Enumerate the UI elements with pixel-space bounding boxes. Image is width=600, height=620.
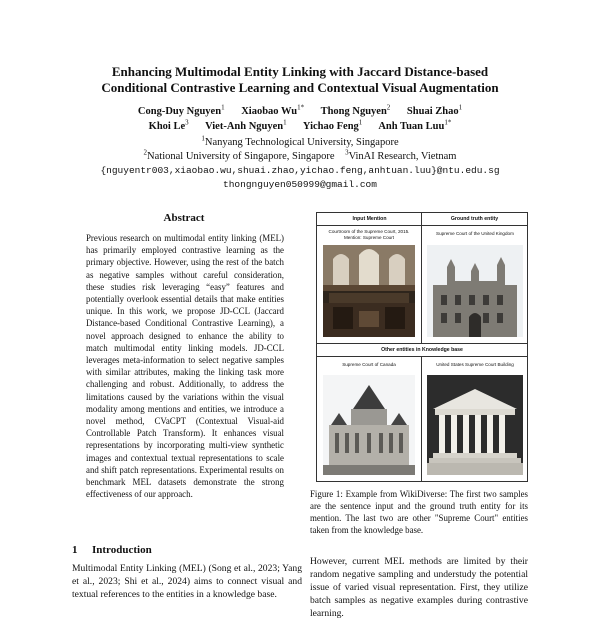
- email-secondary: thongnguyen050999@gmail.com: [223, 179, 377, 190]
- affiliation-1: Nanyang Technological University, Singapore: [204, 137, 399, 148]
- affiliation-mark: 3: [345, 148, 349, 157]
- author-name: Anh Tuan Luu: [378, 121, 445, 132]
- author-list: [40, 104, 560, 134]
- courtroom-image: [323, 245, 415, 337]
- author-name: Yichao Feng: [302, 121, 359, 132]
- author-name: Thong Nguyen: [320, 106, 387, 117]
- author-name: Khoi Le: [148, 121, 186, 132]
- author-mark: 3: [185, 118, 189, 127]
- figure-caption: Figure 1: Example from WikiDiverse: The first two samples are the sentence input and the ground truth entity for its mention. The last two are other "Supreme Court" entities taken from the knowledge base.: [310, 489, 528, 535]
- us-supreme-court-image: [427, 375, 523, 475]
- affiliation-mark: 2: [143, 148, 148, 157]
- introduction-text: Multimodal Entity Linking (MEL) (Song et al., 2023; Yang et al., 2023; Shi et al., 2024) aims to connect visual and textual references to the entities in a knowledge base.: [72, 563, 302, 600]
- figure-ground-truth-text: Supreme Court of the United Kingdom: [436, 231, 514, 236]
- affiliation-3: VinAI Research, Vietnam: [348, 151, 457, 162]
- abstract-text: Previous research on multimodal entity linking (MEL) has primarily employed contrastive learning as the primary objective. However, using the rest of the batch as negative samples without careful consideration, these studies risk leveraging “easy” features and potentially overlook essential details that make entities unique. In this work, we propose JD-CCL (Jaccard Distance-based Conditional Contrastive Learning), a novel approach designed to enhance the ability to match multimodal entity linking models. JD-CCL leverages meta-information to select negative samples with similar attributes, making the linking task more challenging and robust. Additionally, to address the limitations caused by the variations within the visual modality among mentions and entities, we introduce a novel method, CVaCPT (Contextual Visual-aid Controllable Patch Transform). It enhances visual representations by incorporating multi-view synthetic images and contextual textual representations to scale and shift patch representations. Experimental results on benchmark MEL datasets demonstrate the strong effectiveness of our approach.: [86, 233, 284, 500]
- canada-supreme-court-image: [323, 375, 415, 475]
- author-mark: 1*: [444, 118, 452, 127]
- author-mark: 1: [358, 118, 363, 127]
- author-name: Cong-Duy Nguyen: [137, 106, 222, 117]
- figure-header-other-entities: Other entities in Knowledge base: [317, 344, 527, 357]
- figure-other-2-text: United States Supreme Court Building: [436, 362, 514, 367]
- paper-title: [40, 64, 560, 96]
- author-name: Xiaobao Wu: [241, 106, 298, 117]
- email-list: {nguyentr003,xiaobao.wu,shuai.zhao,yichao.feng,anhtuan.luu}@ntu.edu.sg: [100, 165, 500, 176]
- author-name: Shuai Zhao: [406, 106, 459, 117]
- abstract-heading: Abstract: [163, 212, 205, 224]
- figure-divider: [421, 213, 422, 343]
- figure-header-ground-truth: Ground truth entity: [422, 213, 527, 226]
- author-mark: 1: [458, 103, 463, 112]
- right-column-text: However, current MEL methods are limited by their random negative sampling and understudy the potential issue of varied visual representation. First, they utilize batch samples as negative examples during contrastive learning.: [310, 556, 528, 619]
- affiliation-mark: 1: [201, 134, 205, 143]
- author-name: Viet-Anh Nguyen: [205, 121, 284, 132]
- figure-other-1-text: Supreme Court of Canada: [342, 362, 396, 367]
- author-mark: 1*: [297, 103, 305, 112]
- section-heading: [72, 544, 152, 556]
- author-mark: 1: [283, 118, 287, 127]
- figure-header-input-mention: Input Mention: [317, 213, 422, 226]
- uk-supreme-court-image: [427, 245, 523, 337]
- figure-mention-text: Courtroom of the Supreme Court, 2015. Mention: Supreme Court: [328, 229, 410, 240]
- author-mark: 2: [386, 103, 391, 112]
- figure-divider: [421, 357, 422, 481]
- section-title: Introduction: [92, 544, 152, 556]
- affiliations: [40, 136, 560, 192]
- section-number: 1: [72, 544, 78, 556]
- title-line-1: Enhancing Multimodal Entity Linking with Jaccard Distance-based: [111, 64, 489, 79]
- title-line-2: Conditional Contrastive Learning and Contextual Visual Augmentation: [101, 80, 499, 95]
- affiliation-2: National University of Singapore, Singapore: [147, 151, 335, 162]
- author-mark: 1: [221, 103, 225, 112]
- figure-1: [316, 212, 528, 482]
